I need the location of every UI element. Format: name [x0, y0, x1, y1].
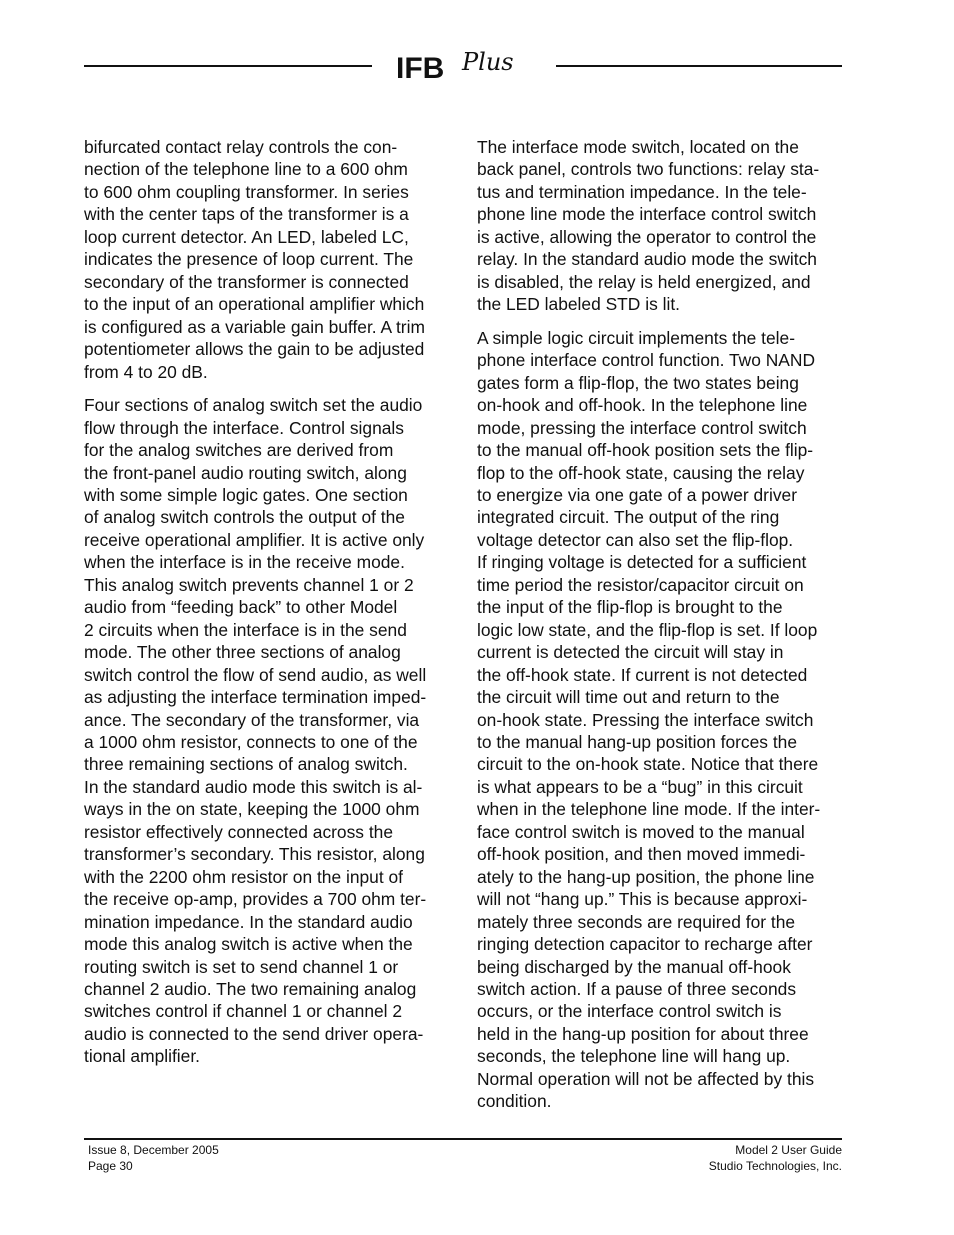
text-line: on-hook state. Pressing the interface switch: [477, 709, 814, 730]
text-line: the input of the flip-flop is brought to the: [477, 597, 783, 618]
text-line: ance. The secondary of the transformer, via: [84, 709, 420, 730]
footer-rule: [84, 1138, 842, 1140]
text-line: will not “hang up.” This is because approxi-: [477, 889, 808, 910]
text-line: back panel, controls two functions: relay sta-: [477, 159, 820, 180]
text-line: mination impedance. In the standard audio: [84, 911, 413, 932]
text-line: is configured as a variable gain buffer. A trim: [84, 316, 425, 337]
text-line: to the input of an operational amplifier which: [84, 294, 425, 315]
text-line: occurs, or the interface control switch is: [477, 1001, 782, 1022]
text-line: receive operational amplifier. It is active only: [84, 529, 425, 550]
text-line: time period the resistor/capacitor circuit on: [477, 574, 804, 595]
footer-issue: Issue 8, December 2005: [88, 1143, 219, 1157]
footer-guide-title: Model 2 User Guide: [735, 1143, 842, 1157]
footer-page-number: Page 30: [88, 1158, 133, 1173]
text-line: If ringing voltage is detected for a sufficient: [477, 552, 807, 573]
text-line: with the center taps of the transformer is a: [84, 204, 409, 225]
text-line: bifurcated contact relay controls the con-: [84, 137, 398, 157]
text-line: secondary of the transformer is connected: [84, 271, 409, 292]
svg-text:Plus: Plus: [462, 48, 514, 76]
text-line: tus and termination impedance. In the tele-: [477, 181, 807, 202]
text-line: phone line mode the interface control switch: [477, 204, 817, 225]
text-line: The interface mode switch, located on the: [477, 137, 799, 157]
text-line: Four sections of analog switch set the audio: [84, 395, 423, 416]
text-line: audio from “feeding back” to other Model: [84, 597, 398, 618]
text-line: integrated circuit. The output of the ring: [477, 507, 780, 528]
text-line: to 600 ohm coupling transformer. In series: [84, 181, 409, 202]
text-line: when in the telephone line mode. If the inter-: [477, 799, 821, 820]
text-line: when the interface is in the receive mode.: [84, 552, 405, 573]
text-line: mode this analog switch is active when the: [84, 934, 413, 955]
svg-text:IFB: IFB: [396, 52, 445, 85]
text-line: as adjusting the interface termination imped-: [84, 687, 427, 708]
text-line: is active, allowing the operator to control the: [477, 226, 817, 247]
text-line: mately three seconds are required for the: [477, 911, 796, 932]
text-line: transformer’s secondary. This resistor, along: [84, 844, 425, 865]
text-line: seconds, the telephone line will hang up.: [477, 1046, 791, 1067]
text-line: held in the hang-up position for about three: [477, 1023, 809, 1044]
text-line: the circuit will time out and return to the: [477, 687, 780, 708]
right-column: [477, 136, 849, 1124]
header-rule-right: [556, 65, 842, 67]
text-line: This analog switch prevents channel 1 or 2: [84, 574, 414, 595]
text-line: with the 2200 ohm resistor on the input of: [84, 866, 404, 887]
footer-left: [88, 1143, 219, 1174]
text-line: nection of the telephone line to a 600 ohm: [84, 159, 408, 180]
text-line: with some simple logic gates. One section: [84, 484, 408, 505]
text-line: logic low state, and the flip-flop is set. If loop: [477, 619, 818, 640]
text-line: tional amplifier.: [84, 1046, 200, 1067]
text-line: switches control if channel 1 or channel 2: [84, 1001, 403, 1022]
text-line: the off-hook state. If current is not detected: [477, 664, 808, 685]
text-line: off-hook position, and then moved immedi-: [477, 844, 806, 865]
text-line: the front-panel audio routing switch, along: [84, 462, 407, 483]
body-paragraph: [84, 136, 456, 383]
body-paragraph: [477, 136, 849, 316]
text-line: audio is connected to the send driver opera-: [84, 1023, 424, 1044]
body-paragraph: [477, 327, 849, 1113]
text-line: circuit to the on-hook state. Notice that there: [477, 754, 819, 775]
text-line: switch action. If a pause of three seconds: [477, 978, 797, 999]
text-line: to the manual hang-up position forces the: [477, 731, 798, 752]
ifb-plus-logo: [396, 44, 536, 88]
text-line: is disabled, the relay is held energized, and: [477, 271, 811, 292]
text-line: channel 2 audio. The two remaining analog: [84, 978, 417, 999]
text-line: face control switch is moved to the manual: [477, 821, 805, 842]
text-line: flop to the off-hook state, causing the relay: [477, 462, 805, 483]
text-line: A simple logic circuit implements the tele-: [477, 327, 795, 348]
left-column: [84, 136, 456, 1079]
text-line: being discharged by the manual off-hook: [477, 956, 791, 977]
text-line: for the analog switches are derived from: [84, 440, 394, 461]
text-line: of analog switch controls the output of the: [84, 507, 405, 528]
text-line: from 4 to 20 dB.: [84, 361, 208, 382]
text-line: routing switch is set to send channel 1 or: [84, 956, 399, 977]
text-line: to energize via one gate of a power driver: [477, 484, 797, 505]
text-line: on-hook and off-hook. In the telephone line: [477, 395, 808, 416]
text-line: is what appears to be a “bug” in this circuit: [477, 776, 803, 797]
text-line: relay. In the standard audio mode the switch: [477, 249, 817, 270]
text-line: ringing detection capacitor to recharge after: [477, 934, 813, 955]
text-line: condition.: [477, 1091, 552, 1112]
text-line: the LED labeled STD is lit.: [477, 294, 680, 315]
text-line: ways in the on state, keeping the 1000 ohm: [84, 799, 420, 820]
header-rule-left: [84, 65, 372, 67]
text-line: mode. The other three sections of analog: [84, 642, 401, 663]
text-line: switch control the flow of send audio, as well: [84, 664, 427, 685]
text-line: mode, pressing the interface control switch: [477, 417, 807, 438]
text-line: to the manual off-hook position sets the flip-: [477, 440, 814, 461]
text-line: phone interface control function. Two NAND: [477, 350, 816, 371]
text-line: loop current detector. An LED, labeled LC,: [84, 226, 409, 247]
text-line: 2 circuits when the interface is in the send: [84, 619, 407, 640]
text-line: current is detected the circuit will stay in: [477, 642, 784, 663]
footer-company: Studio Technologies, Inc.: [708, 1158, 842, 1173]
text-line: potentiometer allows the gain to be adjusted: [84, 339, 425, 360]
text-line: the receive op-amp, provides a 700 ohm ter-: [84, 889, 427, 910]
text-line: indicates the presence of loop current. The: [84, 249, 414, 270]
text-line: voltage detector can also set the flip-flop.: [477, 529, 794, 550]
body-paragraph: [84, 394, 456, 1068]
text-line: resistor effectively connected across the: [84, 821, 393, 842]
text-line: gates form a flip-flop, the two states being: [477, 372, 799, 393]
text-line: Normal operation will not be affected by this: [477, 1068, 815, 1089]
text-line: flow through the interface. Control signals: [84, 417, 404, 438]
text-line: ately to the hang-up position, the phone line: [477, 866, 815, 887]
footer-right: [709, 1143, 842, 1174]
text-line: a 1000 ohm resistor, connects to one of the: [84, 731, 418, 752]
text-line: three remaining sections of analog switch.: [84, 754, 408, 775]
text-line: In the standard audio mode this switch is al-: [84, 776, 423, 797]
